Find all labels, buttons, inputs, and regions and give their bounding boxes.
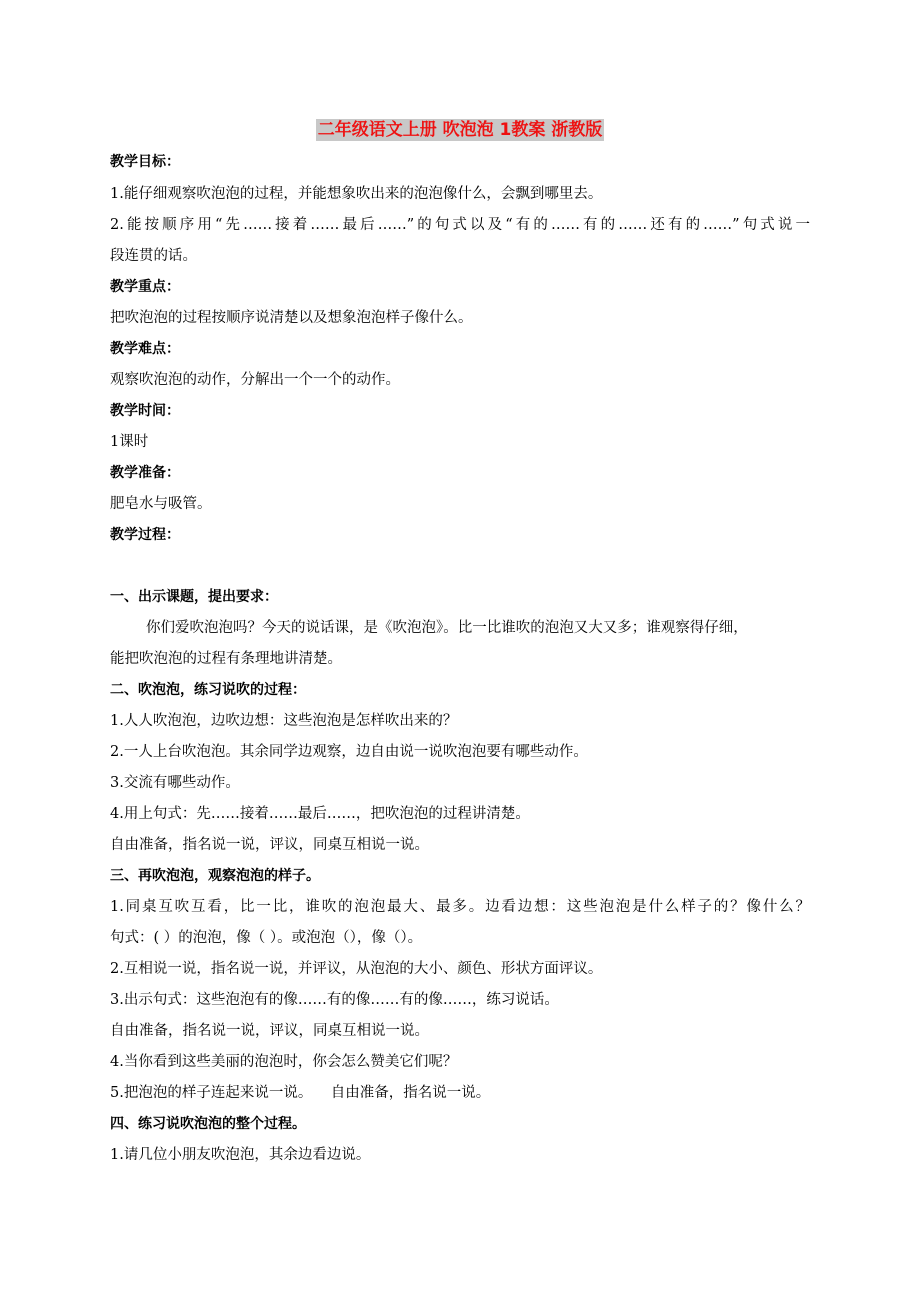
section2-item: 3.交流有哪些动作。 — [110, 775, 240, 791]
objective-item: 1.能仔细观察吹泡泡的过程，并能想象吹出来的泡泡像什么，会飘到哪里去。 — [110, 186, 603, 202]
section4-heading: 四、练习说吹泡泡的整个过程。 — [110, 1116, 306, 1132]
section2-item: 4.用上句式：先……接着……最后……，把吹泡泡的过程讲清楚。 — [110, 806, 530, 822]
section1-paragraph-continued: 能把吹泡泡的过程有条理地讲清楚。 — [110, 651, 342, 667]
section2-note: 自由准备，指名说一说，评议，同桌互相说一说。 — [110, 837, 429, 853]
section2-item: 1.人人吹泡泡，边吹边想：这些泡泡是怎样吹出来的？ — [110, 713, 458, 729]
section3-item: 4.当你看到这些美丽的泡泡时，你会怎么赞美它们呢？ — [110, 1054, 458, 1070]
objective-item-continued: 段连贯的话。 — [110, 248, 197, 264]
section1-heading: 一、出示课题，提出要求： — [110, 589, 278, 605]
section4-item: 1.请几位小朋友吹泡泡，其余边看边说。 — [110, 1147, 371, 1163]
objective-item: 2.能按顺序用“先……接着……最后……”的句式以及“有的……有的……还有的……”句式说一 — [110, 217, 810, 233]
section3-item: 5.把泡泡的样子连起来说一说。 自由准备，指名说一说。 — [110, 1085, 491, 1101]
preparation-heading: 教学准备： — [110, 465, 180, 481]
process-heading: 教学过程： — [110, 527, 180, 543]
section3-heading: 三、再吹泡泡，观察泡泡的样子。 — [110, 868, 320, 884]
focus-text: 把吹泡泡的过程按顺序说清楚以及想象泡泡样子像什么。 — [110, 310, 473, 326]
section3-note: 自由准备，指名说一说，评议，同桌互相说一说。 — [110, 1023, 429, 1039]
section3-item: 2.互相说一说，指名说一说，并评议，从泡泡的大小、颜色、形状方面评议。 — [110, 961, 603, 977]
objectives-heading: 教学目标： — [110, 154, 180, 170]
document-title: 二年级语文上册 吹泡泡 1教案 浙教版 — [317, 120, 603, 140]
section3-item: 3.出示句式：这些泡泡有的像……有的像……有的像……，练习说话。 — [110, 992, 559, 1008]
section3-item: 1.同桌互吹互看，比一比，谁吹的泡泡最大、最多。边看边想：这些泡泡是什么样子的？像什么？ — [110, 899, 810, 915]
focus-heading: 教学重点： — [110, 279, 180, 295]
time-heading: 教学时间： — [110, 403, 180, 419]
section2-heading: 二、吹泡泡，练习说吹的过程： — [110, 682, 306, 698]
section1-paragraph: 你们爱吹泡泡吗？今天的说话课，是《吹泡泡》。比一比谁吹的泡泡又大又多；谁观察得仔细， — [146, 620, 748, 636]
time-text: 1课时 — [110, 434, 149, 450]
difficulty-text: 观察吹泡泡的动作，分解出一个一个的动作。 — [110, 372, 400, 388]
section2-item: 2.一人上台吹泡泡。其余同学边观察，边自由说一说吹泡泡要有哪些动作。 — [110, 744, 588, 760]
section3-pattern: 句式：( ）的泡泡，像（ ）。或泡泡（），像（）。 — [110, 930, 423, 946]
difficulty-heading: 教学难点： — [110, 341, 180, 357]
preparation-text: 肥皂水与吸管。 — [110, 496, 212, 512]
